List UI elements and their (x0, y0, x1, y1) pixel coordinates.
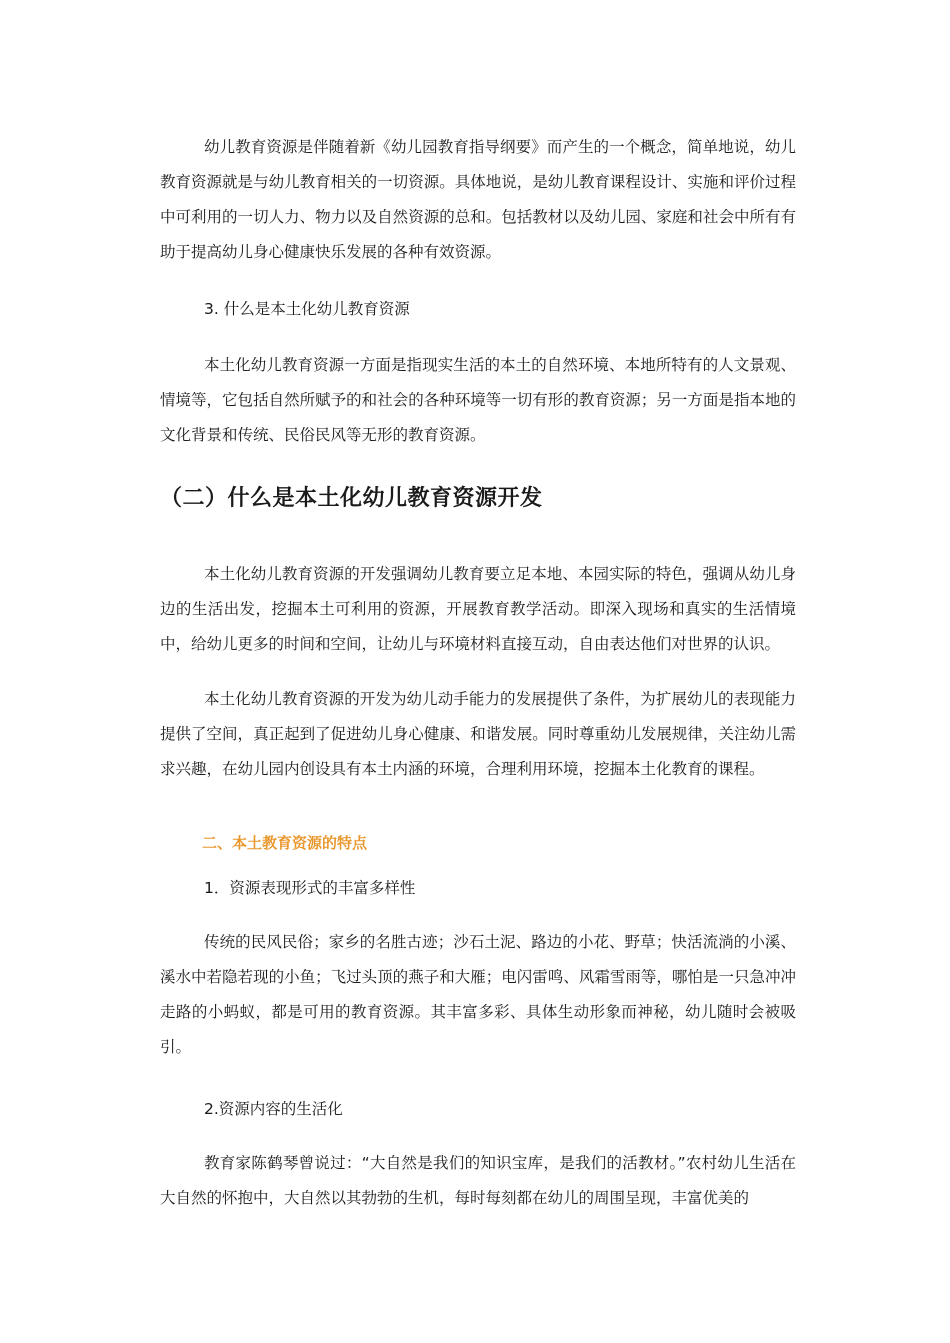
list-item-2-life-content: 2.资源内容的生活化 (204, 1100, 343, 1118)
paragraph-development-benefits: 本土化幼儿教育资源的开发为幼儿动手能力的发展提供了条件，为扩展幼儿的表现能力提供了空间，真正起到了促进幼儿身心健康、和谐发展。同时尊重幼儿发展规律，关注幼儿需求兴趣，在幼儿园内创设具有本土内涵的环境，合理利用环境，挖掘本土化教育的课程。 (160, 690, 796, 778)
list-item-1-diversity: 1．资源表现形式的丰富多样性 (204, 879, 416, 897)
paragraph-diversity-examples: 传统的民风民俗；家乡的名胜古迹；沙石土泥、路边的小花、野草；快活流淌的小溪、溪水中若隐若现的小鱼；飞过头顶的燕子和大雁；电闪雷鸣、风霜雪雨等，哪怕是一只急冲冲走路的小蚂蚁，都是可用的教育资源。其丰富多彩、具体生动形象而神秘，幼儿随时会被吸引。 (160, 933, 796, 1056)
paragraph-local-resource-definition: 本土化幼儿教育资源一方面是指现实生活的本土的自然环境、本地所特有的人文景观、情境等，它包括自然所赋予的和社会的各种环境等一切有形的教育资源；另一方面是指本地的文化背景和传统、民俗民风等无形的教育资源。 (160, 356, 796, 444)
paragraph-education-resource-definition: 幼儿教育资源是伴随着新《幼儿园教育指导纲要》而产生的一个概念，简单地说，幼儿教育资源就是与幼儿教育相关的一切资源。具体地说，是幼儿教育课程设计、实施和评价过程中可利用的一切人力、物力以及自然资源的总和。包括教材以及幼儿园、家庭和社会中所有有助于提高幼儿身心健康快乐发展的各种有效资源。 (160, 138, 796, 261)
list-item-3-local-resource: 3. 什么是本土化幼儿教育资源 (204, 300, 410, 318)
section-heading-resource-features: 二、本土教育资源的特点 (202, 834, 368, 852)
paragraph-development-emphasis: 本土化幼儿教育资源的开发强调幼儿教育要立足本地、本园实际的特色，强调从幼儿身边的生活出发，挖掘本土可利用的资源，开展教育教学活动。即深入现场和真实的生活情境中，给幼儿更多的时间和空间，让幼儿与环境材料直接互动，自由表达他们对世界的认识。 (160, 565, 796, 653)
paragraph-chen-heqin-quote: 教育家陈鹤琴曾说过：“大自然是我们的知识宝库，是我们的活教材。”农村幼儿生活在大自然的怀抱中，大自然以其勃勃的生机，每时每刻都在幼儿的周围呈现，丰富优美的 (160, 1154, 796, 1207)
section-heading-local-resource-development: （二）什么是本土化幼儿教育资源开发 (160, 486, 543, 511)
